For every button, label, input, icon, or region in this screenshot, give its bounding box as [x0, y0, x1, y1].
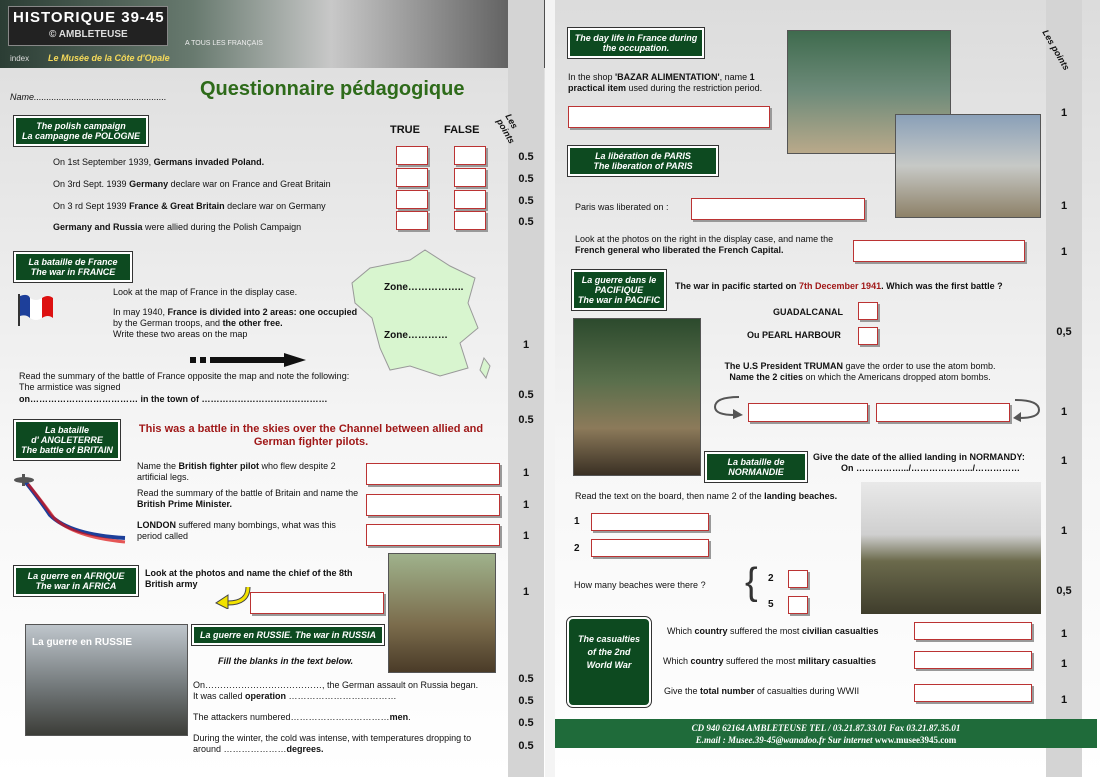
beaches-opt1-checkbox[interactable] [788, 570, 808, 588]
casualties-q3: Give the total number of casualties during WWII [664, 686, 860, 696]
beach2-field[interactable] [591, 539, 709, 557]
badge-britain-line2: d' ANGLETERRE [31, 435, 103, 445]
badge-casualties-line1: The casualties [577, 634, 641, 644]
badge-britain [14, 420, 120, 460]
russia-line1[interactable]: On…………………………………, the German assault on Russia began. [193, 680, 479, 690]
badge-casualties-line3: World War [586, 660, 632, 670]
polish-false-checkbox-1[interactable] [454, 146, 486, 165]
badge-polish [14, 116, 148, 146]
pacific-question: The war in pacific started on 7th December 1941. Which was the first battle ? [675, 281, 1003, 291]
badge-normandy-line2: NORMANDIE [728, 467, 784, 477]
badge-polish-line2: La campagne de POLOGNE [21, 131, 141, 141]
points-polish-2: 0.5 [518, 173, 534, 185]
points-africa: 1 [522, 586, 530, 598]
zone1-label[interactable]: Zone…………….. [384, 282, 464, 293]
normandy-q1: Give the date of the allied landing in NORMANDY: [813, 452, 1025, 462]
britain-q1: Name the British fighter pilot who flew despite 2 artificial legs. [137, 461, 336, 482]
logo-box [8, 6, 168, 46]
russia-photo [25, 624, 188, 736]
polish-statement-1: On 1st September 1939, Germans invaded Poland. [53, 157, 265, 167]
normandy-date-line[interactable]: On …………….../……………….../…………… [841, 463, 1021, 473]
points-daylife: 1 [1060, 107, 1068, 119]
polish-false-checkbox-3[interactable] [454, 190, 486, 209]
footer-website-link[interactable]: www.musee3945.com [874, 735, 957, 745]
points-normandy-count: 0,5 [1056, 585, 1072, 597]
russia-line5[interactable]: around …………………degrees. [193, 744, 324, 754]
paris-date-field[interactable] [691, 198, 865, 220]
name-field-label[interactable]: Name..................................................... [10, 92, 167, 102]
armistice-line[interactable]: on……………………………… in the town of …………………………………… [19, 394, 328, 404]
polish-true-checkbox-2[interactable] [396, 168, 428, 187]
points-paris-q2: 1 [1060, 246, 1068, 258]
military-casualties-field[interactable] [914, 651, 1032, 669]
false-label: FALSE [444, 124, 480, 136]
africa-chief-field[interactable] [250, 592, 384, 614]
normandy-q2: Read the text on the board, then name 2 of the landing beaches. [575, 491, 838, 501]
points-britain-q3: 1 [522, 530, 530, 542]
badge-africa [14, 566, 138, 596]
badge-casualties [567, 617, 651, 707]
points-britain-q1: 1 [522, 467, 530, 479]
points-polish-3: 0.5 [518, 195, 534, 207]
points-russia-4: 0.5 [518, 740, 534, 752]
badge-france-line1: La bataille de France [28, 257, 118, 267]
points-label: Les points [494, 112, 520, 146]
points-russia-1: 0.5 [518, 673, 534, 685]
museum-name: Le Musée de la Côte d'Opale [48, 53, 170, 63]
city2-field[interactable] [876, 403, 1010, 422]
zone2-label[interactable]: Zone………… [384, 330, 448, 341]
footer-line2: E.mail : Musee.39-45@wanadoo.fr Sur internet www.musee3945.com [695, 735, 957, 745]
russia-line2[interactable]: It was called operation ……………………………… [193, 691, 397, 701]
russia-line4: During the winter, the cold was intense, with temperatures dropping to [193, 733, 472, 743]
badge-pacific-line1: La guerre dans le [581, 275, 657, 285]
beaches-opt2-label: 5 [768, 599, 774, 610]
badge-pacific [572, 270, 666, 310]
polish-false-checkbox-4[interactable] [454, 211, 486, 230]
badge-casualties-line2: of the 2nd [587, 647, 631, 657]
banner-caption: A TOUS LES FRANÇAIS [185, 40, 263, 47]
paris-q1: Paris was liberated on : [575, 202, 669, 212]
beach1-number: 1 [574, 516, 580, 527]
casualties-q1: Which country suffered the most civilian casualties [667, 626, 879, 636]
badge-france-line2: The war in FRANCE [30, 267, 116, 277]
badge-africa-line2: The war in AFRICA [35, 581, 117, 591]
badge-paris-line2: The liberation of PARIS [593, 161, 693, 171]
footer-line1: CD 940 62164 AMBLETEUSE TEL / 03.21.87.33.01 Fax 03.21.87.35.01 [691, 723, 961, 733]
normandy-photo [861, 482, 1041, 614]
badge-pacific-line2: PACIFIQUE [594, 285, 644, 295]
russia-photo-caption: La guerre en RUSSIE [32, 637, 133, 648]
badge-britain-line3: The battle of BRITAIN [21, 445, 113, 455]
britain-headline: This was a battle in the skies over the Channel between allied and German fighter pilots. [138, 423, 484, 448]
points-casualties-1: 1 [1060, 628, 1068, 640]
civilian-casualties-field[interactable] [914, 622, 1032, 640]
logo-title: HISTORIQUE 39-45 [13, 9, 165, 26]
paris-general-field[interactable] [853, 240, 1025, 262]
badge-polish-line1: The polish campaign [36, 121, 126, 131]
right-arrow-icon [190, 353, 306, 367]
russia-instruction: Fill the blanks in the text below. [218, 656, 354, 666]
points-russia-3: 0.5 [518, 717, 534, 729]
left-page [0, 0, 545, 777]
france-summary-text: Read the summary of the battle of France opposite the map and note the following: [19, 371, 350, 381]
points-polish-1: 0.5 [518, 151, 534, 163]
france-may-text: In may 1940, France is divided into 2 areas: one occupied by the German troops, and the other free. Write these two areas on the map [113, 307, 358, 339]
points-label-right: Les points [1040, 28, 1072, 72]
badge-daylife-line1: The day life in France during [574, 33, 698, 43]
polish-true-checkbox-4[interactable] [396, 211, 428, 230]
pacific-opt1-checkbox[interactable] [858, 302, 878, 320]
pacific-opt1-label: GUADALCANAL [773, 307, 843, 317]
badge-daylife [568, 28, 704, 58]
polish-statement-3: On 3 rd Sept 1939 France & Great Britain declare war on Germany [53, 201, 326, 211]
badge-france [14, 252, 132, 282]
badge-daylife-line2: the occupation. [602, 43, 670, 53]
curved-arrow-left-icon [711, 393, 743, 419]
truman-text: The U.S President TRUMAN gave the order to use the atom bomb. Name the 2 cities on which the Americans dropped atom bombs. [724, 361, 996, 382]
points-pacific-cities: 1 [1060, 406, 1068, 418]
header-banner [0, 0, 545, 68]
russia-line3[interactable]: The attackers numbered……………………………men. [193, 712, 411, 722]
beach2-number: 2 [574, 543, 580, 554]
points-armistice: 0.5 [518, 389, 534, 401]
africa-photo [388, 553, 496, 673]
points-pacific-first: 0,5 [1056, 326, 1072, 338]
city1-field[interactable] [748, 403, 868, 422]
badge-pacific-line3: The war in PACIFIC [577, 295, 661, 305]
armistice-text: The armistice was signed [19, 382, 121, 392]
badge-britain-line1: La bataille [44, 425, 89, 435]
badge-normandy [705, 452, 807, 482]
beaches-opt1-label: 2 [768, 573, 774, 584]
spitfire-trail-icon [10, 470, 130, 545]
polish-statement-2: On 3rd Sept. 1939 Germany declare war on France and Great Britain [53, 179, 331, 189]
logo-subtitle: © AMBLETEUSE [49, 29, 128, 40]
french-flag-icon [16, 292, 54, 326]
badge-paris-line1: La libération de PARIS [595, 151, 691, 161]
points-britain-top: 0.5 [518, 414, 534, 426]
points-russia-2: 0.5 [518, 695, 534, 707]
polish-statement-4: Germany and Russia were allied during the Polish Campaign [53, 222, 302, 232]
points-britain-q2: 1 [522, 499, 530, 511]
right-page [555, 0, 1100, 777]
polish-false-checkbox-2[interactable] [454, 168, 486, 187]
polish-true-checkbox-3[interactable] [396, 190, 428, 209]
footer-bar [555, 719, 1097, 748]
britain-blitz-field[interactable] [366, 524, 500, 546]
france-map-text: Look at the map of France in the display case. [113, 287, 298, 297]
beaches-opt2-checkbox[interactable] [788, 596, 808, 614]
index-link[interactable]: index [10, 54, 30, 63]
france-map [350, 248, 495, 383]
bazar-photo-2 [895, 114, 1041, 218]
bracket-icon: { [745, 561, 758, 603]
britain-q2: Read the summary of the battle of Britain and name the British Prime Minister. [137, 488, 359, 509]
points-polish-4: 0.5 [518, 216, 534, 228]
polish-true-checkbox-1[interactable] [396, 146, 428, 165]
points-normandy-date: 1 [1060, 455, 1068, 467]
daylife-question: In the shop 'BAZAR ALIMENTATION', name 1 practical item used during the restriction period. [568, 72, 763, 93]
pacific-opt2-checkbox[interactable] [858, 327, 878, 345]
points-paris-q1: 1 [1060, 200, 1068, 212]
true-label: TRUE [390, 124, 420, 136]
total-casualties-field[interactable] [914, 684, 1032, 702]
pacific-photo [573, 318, 701, 476]
africa-question: Look at the photos and name the chief of the 8th British army [145, 568, 353, 589]
normandy-q3: How many beaches were there ? [574, 580, 706, 590]
pacific-opt2-label: Ou PEARL HARBOUR [747, 330, 841, 340]
points-normandy-beaches: 1 [1060, 525, 1068, 537]
curved-arrow-right-icon [1013, 396, 1043, 422]
casualties-q2: Which country suffered the most military casualties [663, 656, 876, 666]
badge-normandy-line1: La bataille de [727, 457, 785, 467]
curved-arrow-icon [212, 583, 252, 609]
beach1-field[interactable] [591, 513, 709, 531]
daylife-item-field[interactable] [568, 106, 770, 128]
badge-africa-line1: La guerre en AFRIQUE [27, 571, 125, 581]
badge-russia: La guerre en RUSSIE. The war in RUSSIA [192, 625, 384, 645]
badge-paris [568, 146, 718, 176]
britain-pilot-field[interactable] [366, 463, 500, 485]
points-casualties-3: 1 [1060, 694, 1068, 706]
britain-q3: LONDON suffered many bombings, what was this period called [137, 520, 336, 541]
paris-q2: Look at the photos on the right in the display case, and name the French general who liberated the French Capital. [575, 234, 834, 255]
points-france-map: 1 [522, 339, 530, 351]
page-title: Questionnaire pédagogique [200, 78, 465, 100]
britain-pm-field[interactable] [366, 494, 500, 516]
points-casualties-2: 1 [1060, 658, 1068, 670]
